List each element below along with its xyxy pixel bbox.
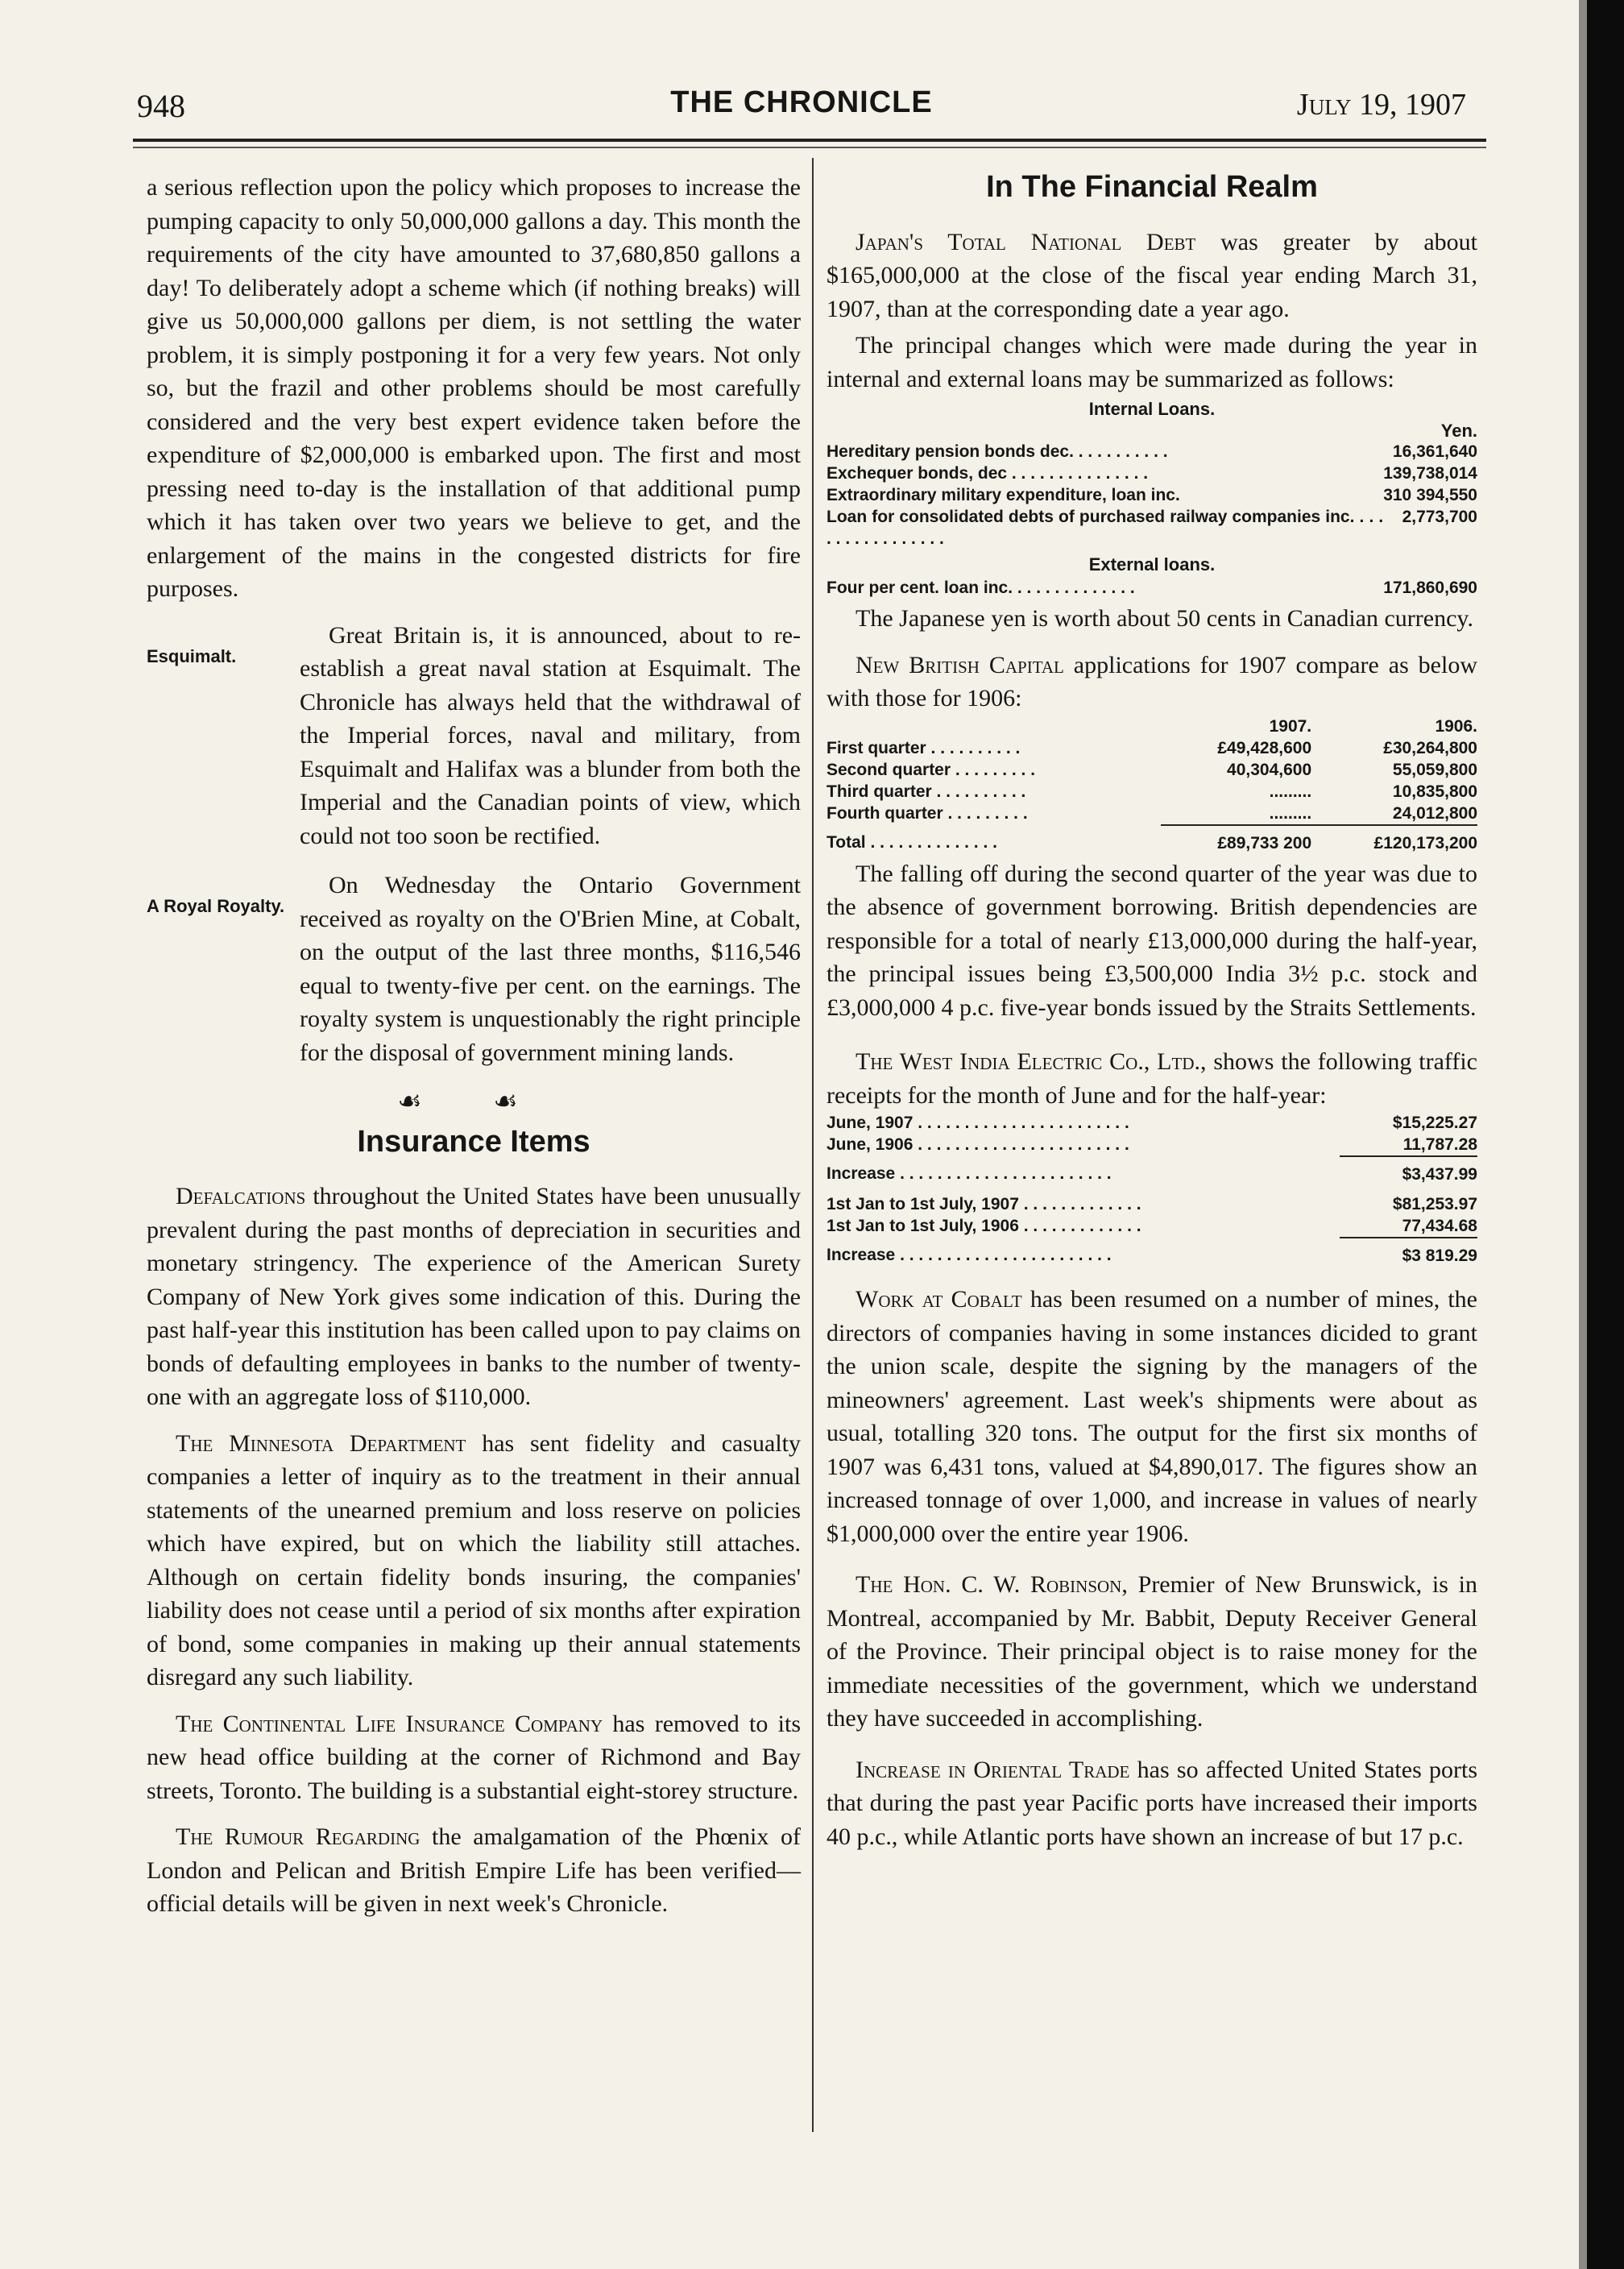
column-divider xyxy=(812,158,814,2132)
internal-loan-row xyxy=(826,463,1477,484)
defalcations-paragraph xyxy=(147,1180,801,1414)
scan-edge xyxy=(1587,0,1624,2269)
oriental-paragraph xyxy=(826,1753,1477,1854)
rumour-text: the amalgamation of the Phœnix of London and Pelican and British Empire Life has been verified—official details will be given in next week's Chronicle. xyxy=(147,1823,801,1917)
minnesota-lead: The Minnesota Department xyxy=(176,1429,466,1457)
capital-header-row xyxy=(826,716,1477,737)
west-india-june-label: June, 1906 . . . . . . . . . . . . . . . . . . . . . . . xyxy=(826,1135,1129,1154)
west-india-half-year-label: 1st Jan to 1st July, 1906 . . . . . . . . . . . . . xyxy=(826,1217,1141,1235)
capital-total-1907: £89,733 200 xyxy=(1161,825,1311,854)
internal-loan-value: 139,738,014 xyxy=(1383,464,1477,483)
external-loans-caption: External loans. xyxy=(1088,554,1216,575)
esquimalt-label: Esquimalt. xyxy=(147,645,237,666)
japan-lead: Japan's Total National Debt xyxy=(856,228,1196,255)
newspaper-title: THE CHRONICLE xyxy=(670,85,933,119)
water-paragraph: a serious reflection upon the policy which proposes to increase the pumping capacity to only 50,000,000 gallons a day. This month the requirements of the city have amounted to 37,680,850 gallons a day! To deliberately adopt a scheme which (if nothing breaks) will give us 50,000,000 gallons per diem, is not settling the water problem, it is simply postponing it for a very few years. Not only so, but the frazil and other problems should be most carefully considered and the very best expert evidence taken before the expenditure of $2,000,000 is embarked upon. The first and most pressing need to-day is the installation of that additional pump which it has taken over two years we believe to get, and the enlargement of the mains in the congested districts for fire purposes. xyxy=(147,174,801,602)
capital-lead: New British Capital xyxy=(856,651,1064,678)
page-header xyxy=(137,81,1466,129)
west-india-june-label: June, 1907 . . . . . . . . . . . . . . . . . . . . . . . xyxy=(826,1114,1129,1132)
capital-label: First quarter . . . . . . . . . . xyxy=(826,738,1021,757)
capital-label: Fourth quarter . . . . . . . . . xyxy=(826,803,1028,823)
cobalt-paragraph xyxy=(826,1283,1477,1550)
west-india-increase-value-2: $3 819.29 xyxy=(1340,1238,1477,1267)
capital-v1907: £49,428,600 xyxy=(1217,738,1312,757)
cobalt-lead: Work at Cobalt xyxy=(856,1286,1022,1313)
continental-text: has removed to its new head office building at the corner of Richmond and Bay streets, Toronto. The building is a substantial eight-storey structure. xyxy=(147,1710,801,1804)
robinson-text: , Premier of New Brunswick, is in Montreal, accompanied by Mr. Babbit, Deputy Receiver General of the Province. Their principal object is to raise money for the immediate necessities of the government, which we understand they have succeeded in accomplishing. xyxy=(826,1571,1477,1732)
west-india-increase-row xyxy=(826,1156,1477,1185)
oriental-lead: Increase in Oriental Trade xyxy=(856,1756,1130,1783)
scan-edge-strip xyxy=(1579,0,1587,2269)
capital-v1907: 40,304,600 xyxy=(1227,760,1312,779)
internal-loan-label: Loan for consolidated debts of purchased railway companies inc. . . . . . . . . . . . . . . . . xyxy=(826,508,1384,548)
west-india-half-year-row xyxy=(826,1215,1477,1238)
header-rule xyxy=(133,139,1486,142)
capital-table xyxy=(826,716,1477,854)
internal-loan-value: 16,361,640 xyxy=(1392,442,1477,461)
loans-table xyxy=(826,441,1477,550)
capital-v1907: ......... xyxy=(1269,803,1312,823)
external-loans-table xyxy=(826,577,1477,599)
west-india-half-year-value: $81,253.97 xyxy=(1392,1195,1477,1213)
page-number: 948 xyxy=(137,88,185,124)
capital-row xyxy=(826,781,1477,803)
west-india-june-row xyxy=(826,1134,1477,1156)
west-india-half-year-label: 1st Jan to 1st July, 1907 . . . . . . . . . . . . . xyxy=(826,1195,1141,1213)
royalty-text: On Wednesday the Ontario Government received as royalty on the O'Brien Mine, at Cobalt, on the output of the last three months, $116,546 equal to twenty-five per cent. on the earnings. The royalty system is unquestionably the right principle for the disposal of government mining lands. xyxy=(300,872,801,1066)
royalty-item xyxy=(147,869,801,1069)
internal-loan-value: 310 394,550 xyxy=(1383,486,1477,504)
header-rule-thin xyxy=(133,147,1486,148)
internal-loan-label: Extraordinary military expenditure, loan inc. xyxy=(826,486,1180,504)
minnesota-text: has sent fidelity and casualty companies a letter of inquiry as to the treatment in their annual statements of the unearned premium and loss reserve on policies which have expired, but on which the liability still attaches. Although on certain fidelity bonds insuring, the companies' liability does not cease until a period of six months after expiration of bond, some companies in making up their annual statements disregard any such liability. xyxy=(147,1429,801,1690)
west-india-increase-label: Increase . . . . . . . . . . . . . . . . . . . . . . . xyxy=(826,1164,1112,1183)
capital-v1906: £30,264,800 xyxy=(1383,738,1477,757)
capital-paragraph-2: The falling off during the second quarter of the year was due to the absence of government borrowing. British dependencies are responsible for a total of nearly £13,000,000 during the half-year, the principal issues being £3,500,000 India 3½ p.c. stock and £3,000,000 4 p.c. five-year bonds issued by the Straits Settlements. xyxy=(826,860,1477,1021)
ornament: ☙ ☙ xyxy=(397,1087,550,1117)
capital-header-1907: 1907. xyxy=(1269,716,1312,736)
west-india-table xyxy=(826,1112,1477,1267)
west-india-half-year-value: 77,434.68 xyxy=(1402,1217,1477,1235)
capital-v1906: 55,059,800 xyxy=(1392,760,1477,779)
japan-paragraph-2: The principal changes which were made during the year in internal and external loans may be summarized as follows: xyxy=(826,332,1477,392)
west-india-june-row xyxy=(826,1112,1477,1134)
royalty-label: A Royal Royalty. xyxy=(147,896,285,916)
capital-paragraph xyxy=(826,649,1477,716)
issue-date: July 19, 1907 xyxy=(1296,88,1466,122)
oriental-text: has so affected United States ports that during the past year Pacific ports have increased their imports 40 p.c., while Atlantic ports have shown an increase of but 17 p.c. xyxy=(826,1756,1478,1850)
insurance-items-heading: Insurance Items xyxy=(357,1124,590,1159)
capital-v1906: 10,835,800 xyxy=(1392,782,1477,801)
capital-text: applications for 1907 compare as below with those for 1906: xyxy=(826,651,1477,711)
robinson-paragraph xyxy=(826,1568,1477,1736)
japan-text: was greater by about $165,000,000 at the close of the fiscal year ending March 31, 1907, than at the corresponding date a year ago. xyxy=(826,228,1477,322)
internal-loans-caption: Internal Loans. xyxy=(1088,399,1216,419)
internal-loan-row xyxy=(826,484,1477,506)
west-india-increase-value: $3,437.99 xyxy=(1340,1156,1477,1185)
rumour-lead: The Rumour Regarding xyxy=(176,1823,420,1850)
continental-paragraph xyxy=(147,1707,801,1808)
external-loan-label: Four per cent. loan inc. . . . . . . . . . . . . . xyxy=(826,579,1135,597)
capital-total-label: Total . . . . . . . . . . . . . . xyxy=(826,832,997,852)
minnesota-paragraph xyxy=(147,1427,801,1694)
esquimalt-text: Great Britain is, it is announced, about to re-establish a great naval station at Esquimalt. The Chronicle has always held that the withdrawal of the Imperial forces, naval and military, from Esquimalt and Halifax was a blunder from both the Imperial and the Canadian points of view, which could not too soon be rectified. xyxy=(300,621,801,849)
capital-v1906: 24,012,800 xyxy=(1392,803,1477,823)
capital-row xyxy=(826,737,1477,759)
esquimalt-item xyxy=(147,619,801,853)
internal-loan-label: Hereditary pension bonds dec. . . . . . . . . . . xyxy=(826,442,1168,461)
yen-column-header: Yen. xyxy=(1440,421,1477,441)
robinson-lead: The Hon. C. W. Robinson xyxy=(856,1571,1122,1598)
rumour-paragraph xyxy=(147,1820,801,1921)
west-india-june-value: $15,225.27 xyxy=(1392,1114,1477,1132)
west-india-june-value: 11,787.28 xyxy=(1402,1135,1477,1154)
west-india-half-year-row xyxy=(826,1193,1477,1215)
defalcations-lead: Defalcations xyxy=(176,1183,306,1209)
cobalt-text: has been resumed on a number of mines, the directors of companies having in some instances dicided to grant the union scale, despite the signing by the managers of the mineowners' agreement. Last week's shipments were about as usual, totalling 320 tons. The output for the first six months of 1907 was 6,431 tons, valued at $4,890,017. The figures show an increased tonnage of over 1,000, and increase in values of nearly $1,000,000 over the entire year 1906. xyxy=(826,1286,1477,1547)
capital-row xyxy=(826,803,1477,825)
capital-label: Third quarter . . . . . . . . . . xyxy=(826,782,1026,801)
capital-header-1906: 1906. xyxy=(1435,716,1477,736)
west-india-increase-label-2: Increase . . . . . . . . . . . . . . . . . . . . . . . xyxy=(826,1246,1112,1264)
west-india-lead: The West India Electric Co., Ltd. xyxy=(856,1048,1201,1075)
left-column xyxy=(147,171,801,1934)
external-loan-value: 171,860,690 xyxy=(1383,579,1477,597)
internal-loan-row xyxy=(826,441,1477,463)
japan-paragraph xyxy=(826,226,1477,326)
west-india-text: , shows the following traffic receipts for the month of June and for the half-year: xyxy=(826,1048,1477,1109)
capital-v1907: ......... xyxy=(1269,782,1312,801)
defalcations-text: throughout the United States have been unusually prevalent during the past months of depreciation in securities and monetary stringency. The experience of the American Surety Company of New York gives some indication of this. During the past half-year this institution has been called upon to pay claims on bonds of defaulting employees in banks to the number of twenty-one with an aggregate loss of $110,000. xyxy=(147,1183,801,1410)
west-india-paragraph xyxy=(826,1045,1477,1112)
west-india-increase-row-2 xyxy=(826,1238,1477,1267)
continental-lead: The Continental Life Insurance Company xyxy=(176,1710,603,1737)
capital-label: Second quarter . . . . . . . . . xyxy=(826,760,1036,779)
internal-loan-value: 2,773,700 xyxy=(1402,508,1477,526)
internal-loan-label: Exchequer bonds, dec . . . . . . . . . . . . . . . xyxy=(826,464,1149,483)
internal-loan-row xyxy=(826,506,1477,550)
capital-row xyxy=(826,759,1477,781)
yen-note: The Japanese yen is worth about 50 cents in Canadian currency. xyxy=(856,605,1473,632)
financial-realm-heading: In The Financial Realm xyxy=(986,170,1318,204)
external-loan-row xyxy=(826,577,1477,599)
right-column xyxy=(826,171,1477,1866)
capital-total-row xyxy=(826,825,1477,854)
capital-total-1906: £120,173,200 xyxy=(1311,825,1477,854)
